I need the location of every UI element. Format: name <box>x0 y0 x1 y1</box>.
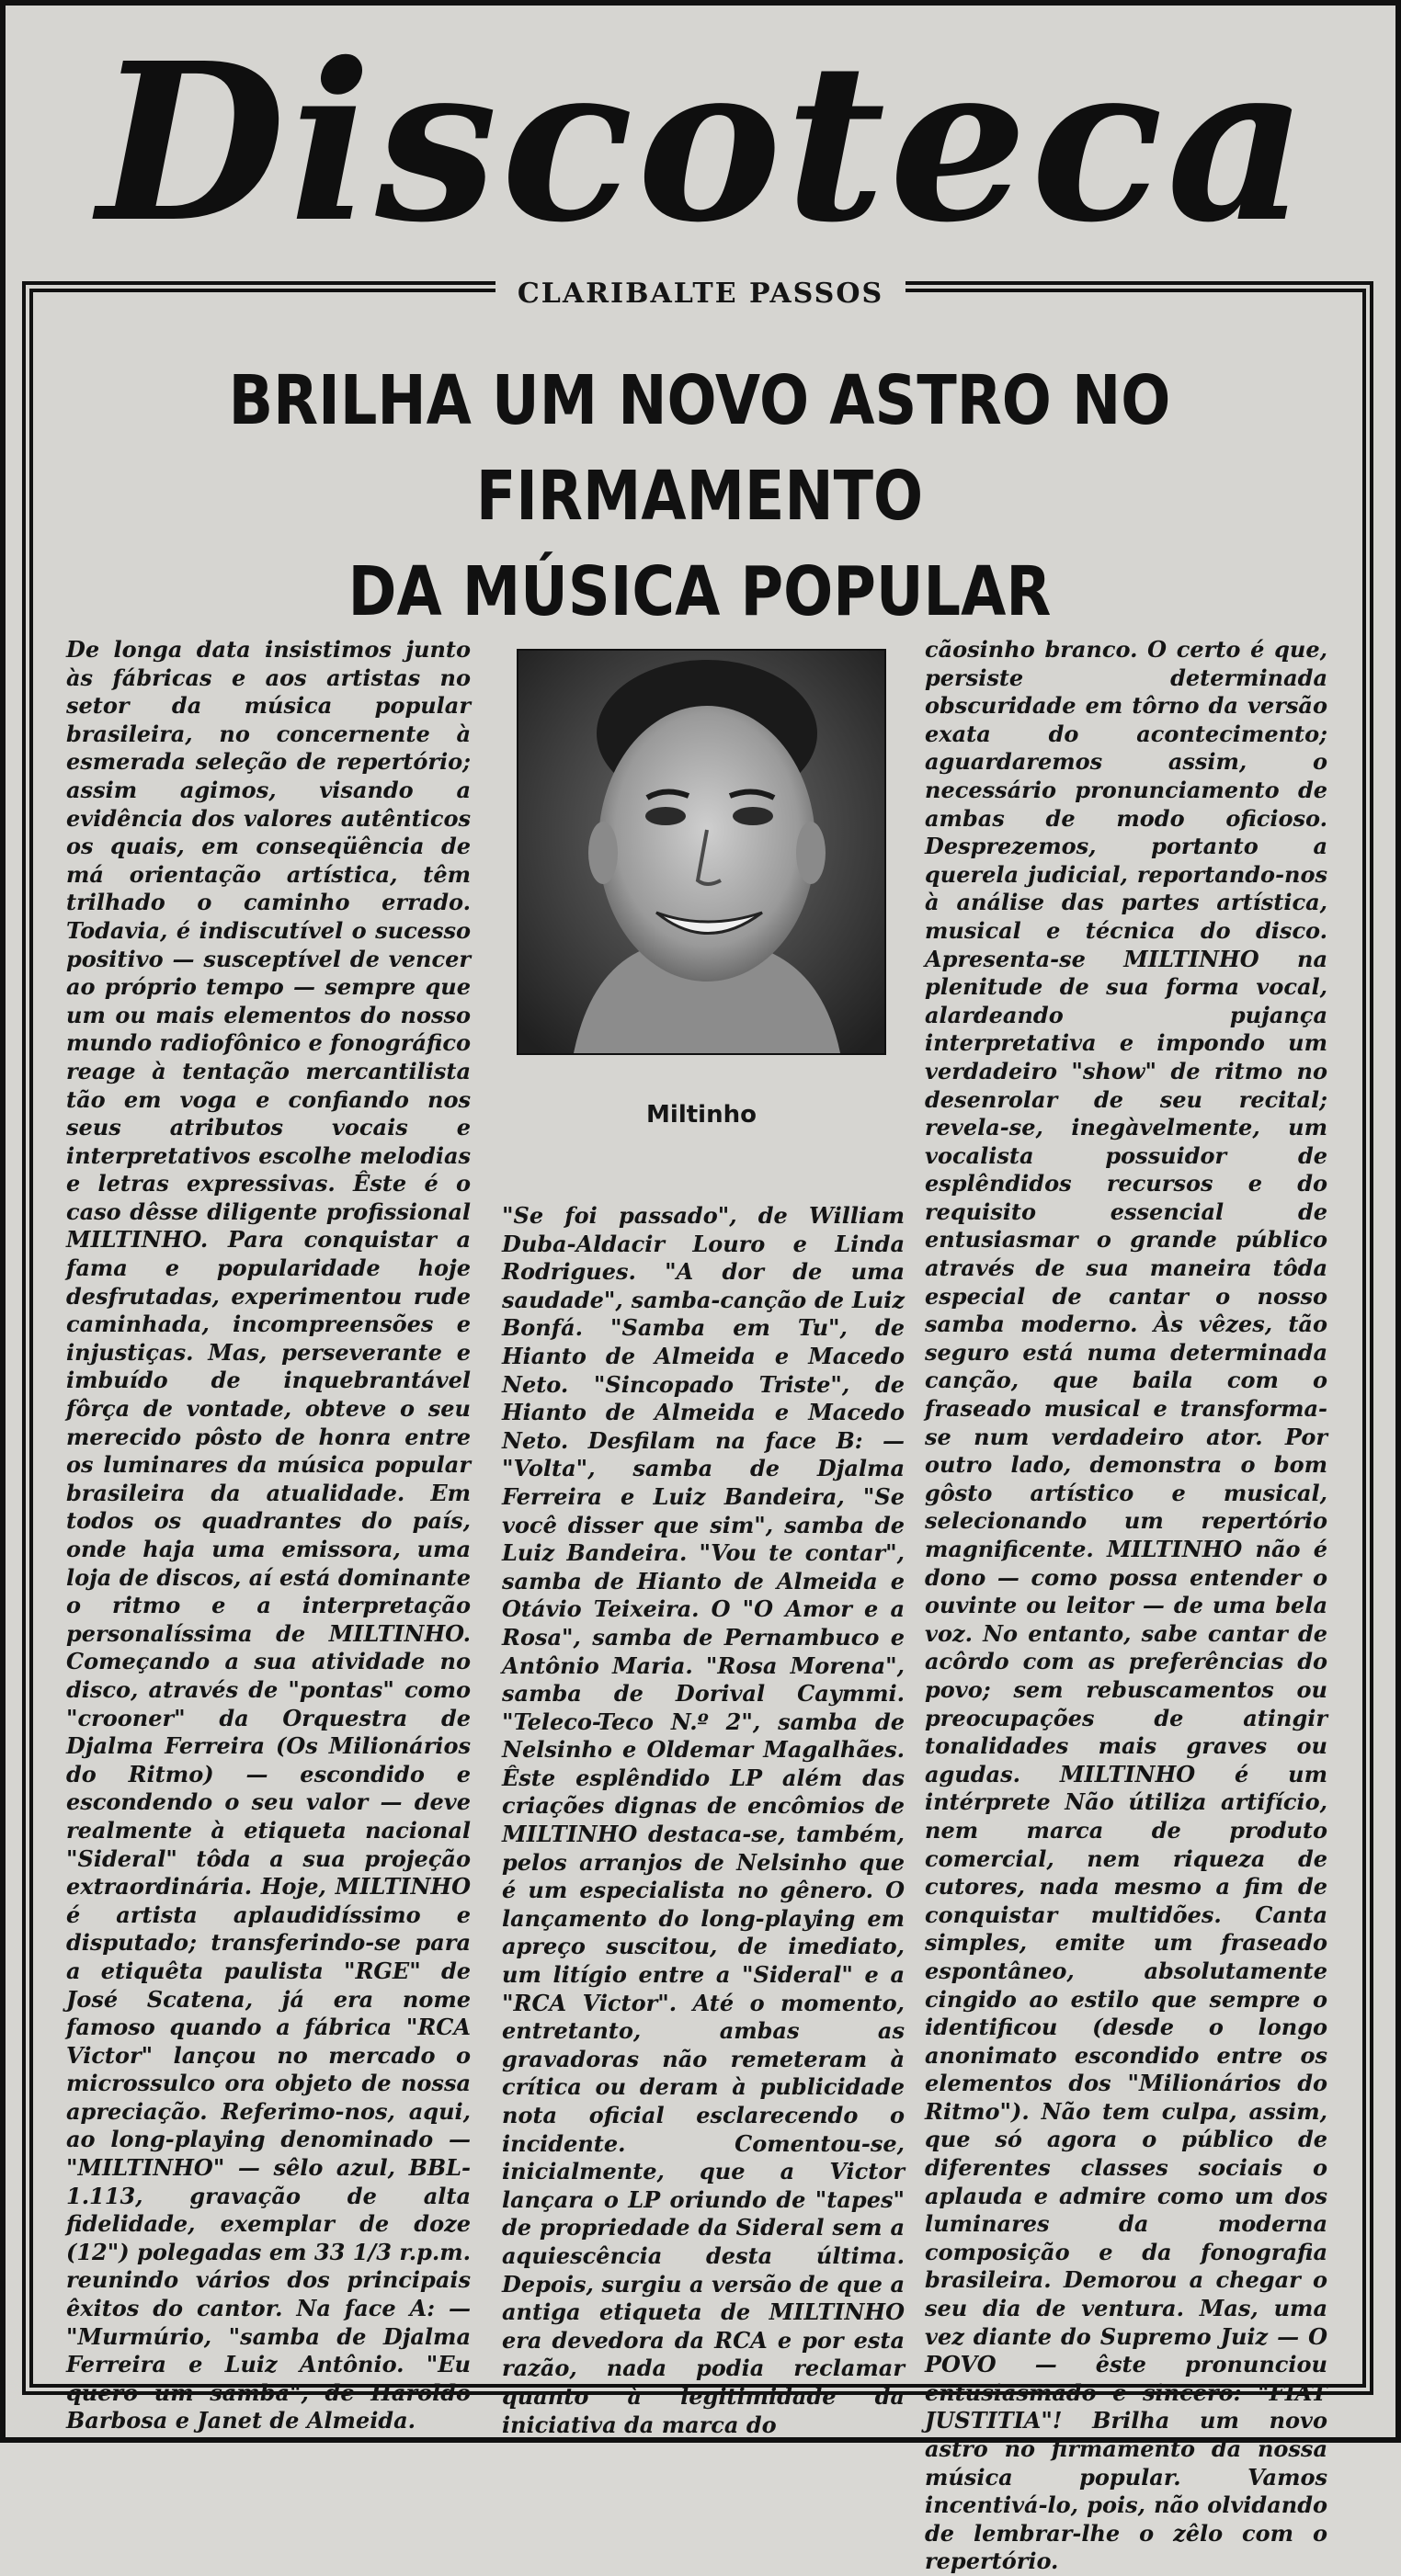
masthead-title: Discoteca <box>97 15 1312 270</box>
portrait-photo <box>517 649 886 1055</box>
byline-wrap <box>6 278 1395 310</box>
photo-caption: Miltinho <box>646 1101 757 1129</box>
article-column-1: De longa data insistimos junto às fábricas e aos artistas no setor da música popular brasileira, no concernente à esmerada seleção de repertório; assim agimos, visando a evidência dos valores autênticos os quais, em conseqüência de má orientação artística, têm trilhado o caminho errado. Todavia, é indiscutível o sucesso positivo — susceptível de vencer ao próprio tempo — sempre que um ou mais elementos do nosso mundo radiofônico e fonográfico reage à tentação mercantilista tão em voga e confiando nos seus atributos vocais e interpretativos escolhe melodias e letras expressivas. Êste é o caso dêsse diligente profissional MILTINHO. Para conquistar a fama e popularidade hoje desfrutadas, experimentou rude caminhada, incompreensões e injustiças. Mas, perseverante e imbuído de inquebrantável fôrça de vontade, obteve o seu merecido pôsto de honra entre os luminares da música popular brasileira da atualidade. Em todos os quadrantes do país, onde haja uma emissora, uma loja de discos, aí está dominante o ritmo e a interpretação personalíssima de MILTINHO. Começando a sua atividade no disco, através de "pontas" como "crooner" da Orquestra de Djalma Ferreira (Os Milionários do Ritmo) — escondido e escondendo o seu valor — deve realmente à etiqueta nacional "Sideral" tôda a sua projeção extraordinária. Hoje, MILTINHO é artista aplaudidíssimo e disputado; transferindo-se para a etiquêta paulista "RGE" de José Scatena, já era nome famoso quando a fábrica "RCA Victor" lançou no mercado o microssulco ora objeto de nossa apreciação. Referimo-nos, aqui, ao long-playing denominado — "MILTINHO" — sêlo azul, BBL-1.113, gravação de alta fidelidade, exemplar de doze (12") polegadas em 33 1/3 r.p.m. reunindo vários dos principais êxitos do cantor. Na face A: — "Murmúrio, "samba de Djalma Ferreira e Luiz Antônio. "Eu quero um samba", de Haroldo Barbosa e Janet de Almeida. <box>66 636 479 2434</box>
article-column-2: "Se foi passado", de William Duba-Aldacir Louro e Linda Rodrigues. "A dor de uma saudade", samba-canção de Luiz Bonfá. "Samba em Tu", de Hianto de Almeida e Macedo Neto. "Sincopado Triste", de Hianto de Almeida e Macedo Neto. Desfilam na face B: — "Volta", samba de Djalma Ferreira e Luiz Bandeira, "Se você disser que sim", samba de Luiz Bandeira. "Vou te contar", samba de Hianto de Almeida e Otávio Teixeira. O "O Amor e a Rosa", samba de Pernambuco e Antônio Maria. "Rosa Morena", samba de Dorival Caymmi. "Teleco-Teco N.º 2", samba de Nelsinho e Oldemar Magalhães. Êste esplêndido LP além das criações dignas de encômios de MILTINHO destaca-se, também, pelos arranjos de Nelsinho que é um especialista no gênero. O lançamento do long-playing em apreço suscitou, de imediato, um litígio entre a "Sideral" e a "RCA Victor". Até o momento, entretanto, ambas as gravadoras não remeteram à crítica ou deram à publicidade nota oficial esclarecendo o incidente. Comentou-se, inicialmente, que a Victor lançara o LP oriundo de "tapes" de propriedade da Sideral sem a aquiescência desta última. Depois, surgiu a versão de que a antiga etiqueta de MILTINHO era devedora da RCA e por esta razão, nada podia reclamar quanto à legitimidade da iniciativa da marca do <box>502 1202 913 2438</box>
byline: CLARIBALTE PASSOS <box>495 278 906 310</box>
portrait-image <box>518 651 884 1053</box>
headline-line-2: DA MÚSICA POPULAR <box>347 552 1052 631</box>
article-column-3: cãosinho branco. O certo é que, persiste determinada obscuridade em tôrno da versão exata do acontecimento; aguardaremos assim, o necessário pronunciamento de ambas de modo oficioso. Desprezemos, portanto a querela judicial, reportando-nos à análise das partes artística, musical e técnica do disco. Apresenta-se MILTINHO na plenitude de sua forma vocal, alardeando pujança interpretativa e impondo um verdadeiro "show" de ritmo no desenrolar de seu recital; revela-se, inegàvelmente, um vocalista possuidor de esplêndidos recursos e do requisito essencial de entusiasmar o grande público através de sua maneira tôda especial de cantar o nosso samba moderno. Às vêzes, tão seguro está numa determinada canção, que baila com o fraseado musical e transforma-se num verdadeiro ator. Por outro lado, demonstra o bom gôsto artístico e musical, selecionando um repertório magnificente. MILTINHO não é dono — como possa entender o ouvinte ou leitor — de uma bela voz. No entanto, sabe cantar de acôrdo com as preferências do povo; sem rebuscamentos ou preocupações de atingir tonalidades mais graves ou agudas. MILTINHO é um intérprete Não útiliza artifício, nem marca de produto comercial, nem riqueza de cutores, nada mesmo a fim de conquistar multidões. Canta simples, emite um fraseado espontâneo, absolutamente cingido ao estilo que sempre o identificou (desde o longo anonimato escondido entre os elementos dos "Milionários do Ritmo"). Não tem culpa, assim, que só agora o público de diferentes classes sociais o aplauda e admire como um dos luminares da moderna composição e da fonografia brasileira. Demorou a chegar o seu dia de ventura. Mas, uma vez diante do Supremo Juiz — O POVO — êste pronunciou entusiasmado e sincero: "FIAT JUSTITIA"! Brilha um novo astro no firmamento da nossa música popular. Vamos incentivá-lo, pois, não olvidando de lembrar-lhe o zêlo com o repertório. <box>925 636 1336 2575</box>
headline <box>134 353 1265 640</box>
headline-line-1: BRILHA UM NOVO ASTRO NO FIRMAMENTO <box>228 361 1171 536</box>
